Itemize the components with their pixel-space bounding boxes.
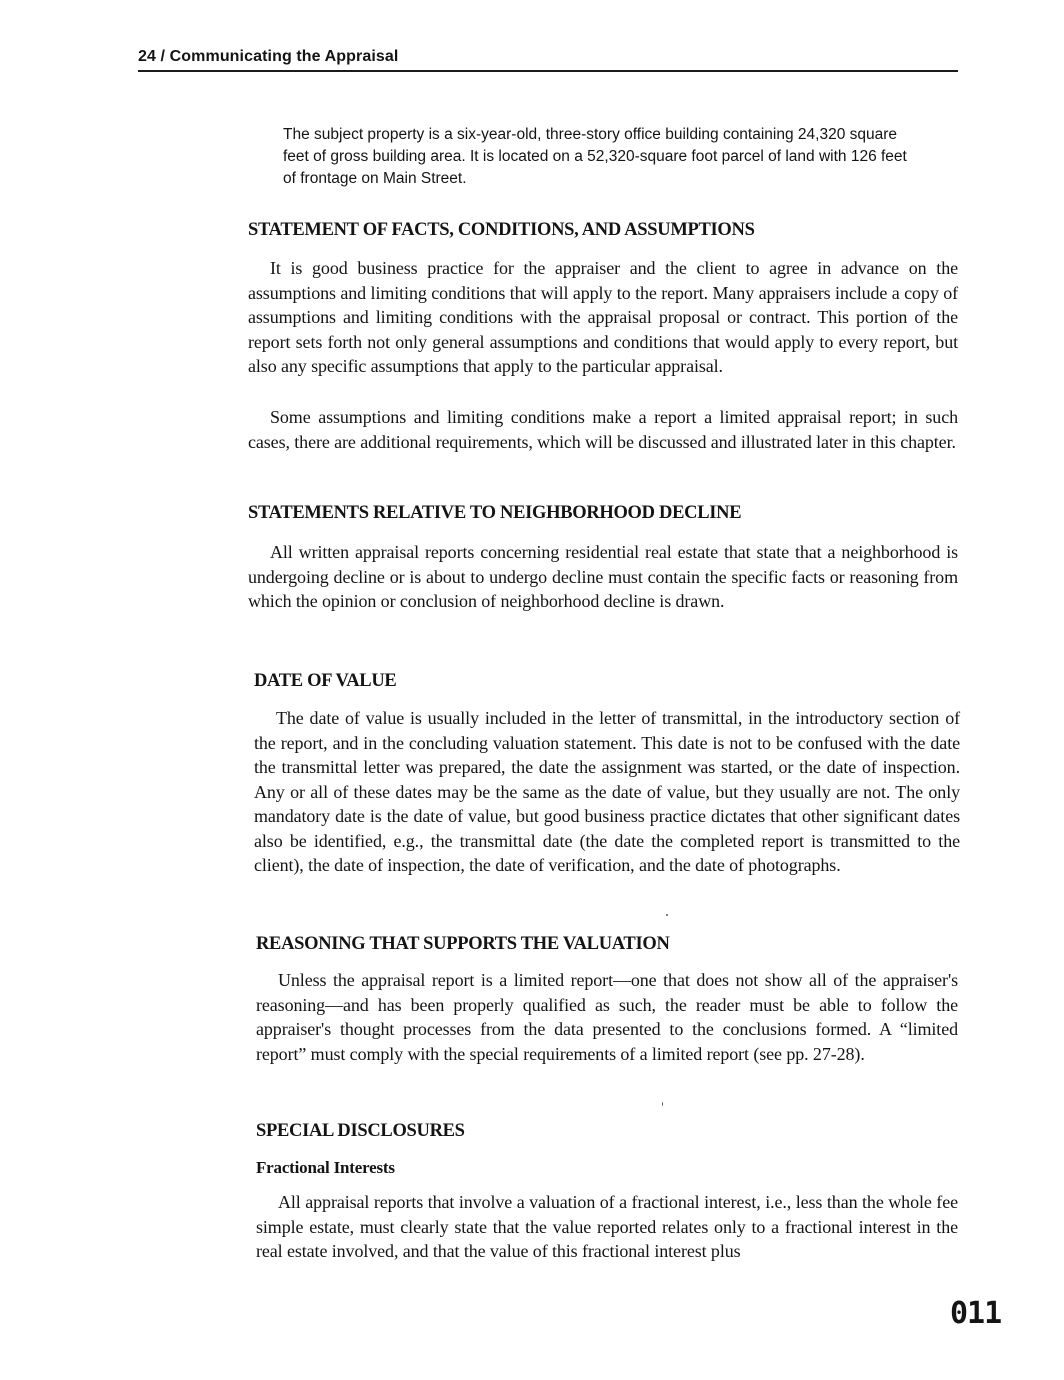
heading-special-disclosures: SPECIAL DISCLOSURES [256, 1121, 465, 1141]
facts-paragraph-2: Some assumptions and limiting conditions make a report a limited appraisal report; in such cases, there are additional requirements, which will be discussed and illustrated later in this chapter. [248, 407, 958, 452]
intro-paragraph: The subject property is a six-year-old, three-story office building containing 24,320 square feet of gross building area. It is located on a 52,320-square foot parcel of land with 126 feet of frontage on Main Street. [283, 126, 907, 187]
page-stamp-number: 011 [950, 1296, 1002, 1331]
fractional-interests-paragraph: All appraisal reports that involve a valuation of a fractional interest, i.e., less than the whole fee simple estate, must clearly state that the value reported relates only to a fractional interest in the real estate involved, and that the value of this fractional interest plus [256, 1192, 958, 1261]
scan-speck [666, 914, 668, 916]
heading-neighborhood-decline: STATEMENTS RELATIVE TO NEIGHBORHOOD DECLINE [248, 503, 742, 523]
heading-date-of-value: DATE OF VALUE [254, 671, 397, 691]
reasoning-paragraph: Unless the appraisal report is a limited report—one that does not show all of the appraiser's reasoning—and has been properly qualified as such, the reader must be able to follow the appraiser's thought processes from the data presented to the conclusions formed. A “limited report” must comply with the special requirements of a limited report (see pp. 27-28). [256, 970, 958, 1064]
running-header [138, 46, 958, 72]
heading-reasoning-valuation: REASONING THAT SUPPORTS THE VALUATION [256, 934, 670, 954]
facts-paragraph-1: It is good business practice for the appraiser and the client to agree in advance on the assumptions and limiting conditions that will apply to the report. Many appraisers include a copy of assumptions and limiting conditions with the appraisal proposal or contract. This portion of the report sets forth not only general assumptions and conditions that would apply to every report, but also any specific assumptions that apply to the particular appraisal. [248, 258, 958, 376]
date-of-value-paragraph: The date of value is usually included in the letter of transmittal, in the introductory section of the report, and in the concluding valuation statement. This date is not to be confused with the date the transmittal letter was prepared, the date the assignment was started, or the date of inspection. Any or all of these dates may be the same as the date of value, but they usually are not. The only mandatory date is the date of value, but good business practice dictates that other significant dates also be identified, e.g., the transmittal date (the date the completed report is transmitted to the client), the date of inspection, the date of verification, and the date of photographs. [254, 708, 960, 875]
scan-speck [662, 1102, 663, 1106]
running-title: 24 / Communicating the Appraisal [138, 48, 399, 65]
heading-facts-conditions-assumptions: STATEMENT OF FACTS, CONDITIONS, AND ASSUMPTIONS [248, 220, 755, 240]
subheading-fractional-interests: Fractional Interests [256, 1158, 395, 1177]
decline-paragraph: All written appraisal reports concerning residential real estate that state that a neighborhood is undergoing decline or is about to undergo decline must contain the specific facts or reasoning from which the opinion or conclusion of neighborhood decline is drawn. [248, 542, 958, 611]
